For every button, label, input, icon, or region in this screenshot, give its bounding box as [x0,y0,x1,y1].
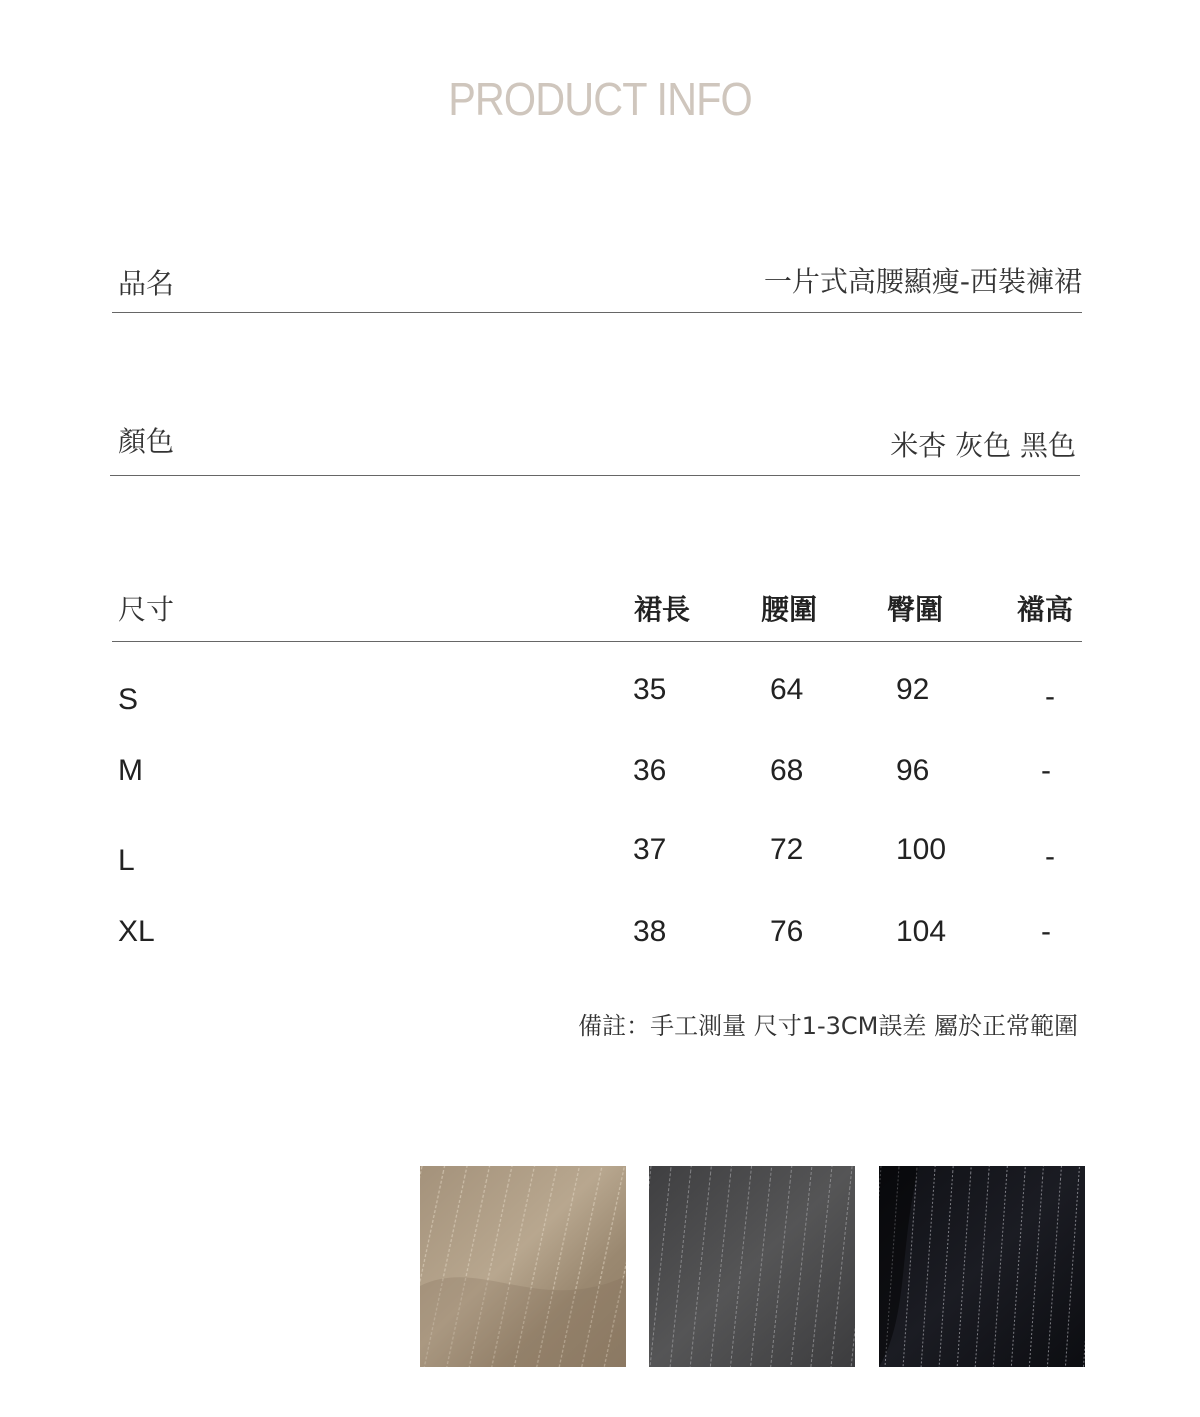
table-cell: - [1041,915,1051,948]
table-cell: 92 [896,673,930,706]
beige-pinstripe-fabric [420,1166,626,1367]
row-size: L [118,844,135,877]
size-label: 尺寸 [118,593,175,626]
measurement-note: 備註：手工測量 尺寸1-3CM誤差 屬於正常範圍 [578,1012,1078,1040]
product-name-value: 一片式高腰顯瘦-西裝褲裙 [763,265,1082,298]
row-size: XL [118,915,155,948]
divider [112,641,1082,642]
swatch-beige [420,1166,626,1367]
column-header-rise: 襠高 [1017,593,1074,626]
table-cell: 104 [896,915,947,948]
table-cell: - [1045,680,1055,713]
divider [110,475,1080,476]
table-cell: 96 [896,754,930,787]
swatch-black [879,1166,1085,1367]
column-header-waist: 腰圍 [761,593,818,626]
table-cell: 76 [770,915,804,948]
table-cell: 68 [770,754,804,787]
table-cell: 38 [633,915,667,948]
swatch-grey [649,1166,855,1367]
table-cell: - [1045,840,1055,873]
column-header-hip: 臀圍 [887,593,944,626]
table-cell: - [1041,754,1051,787]
row-size: S [118,683,139,716]
color-value: 米杏 灰色 黑色 [890,429,1076,462]
page-title: PRODUCT INFO [448,73,752,125]
table-cell: 36 [633,754,667,787]
table-cell: 35 [633,673,667,706]
table-cell: 37 [633,833,667,866]
color-label: 顏色 [118,425,175,458]
divider [112,312,1082,313]
black-pinstripe-fabric [879,1166,1085,1367]
column-header-skirt-length: 裙長 [634,593,691,626]
table-cell: 64 [770,673,804,706]
row-size: M [118,754,143,787]
product-name-label: 品名 [118,267,175,300]
table-cell: 72 [770,833,804,866]
table-cell: 100 [896,833,947,866]
grey-pinstripe-fabric [649,1166,855,1367]
